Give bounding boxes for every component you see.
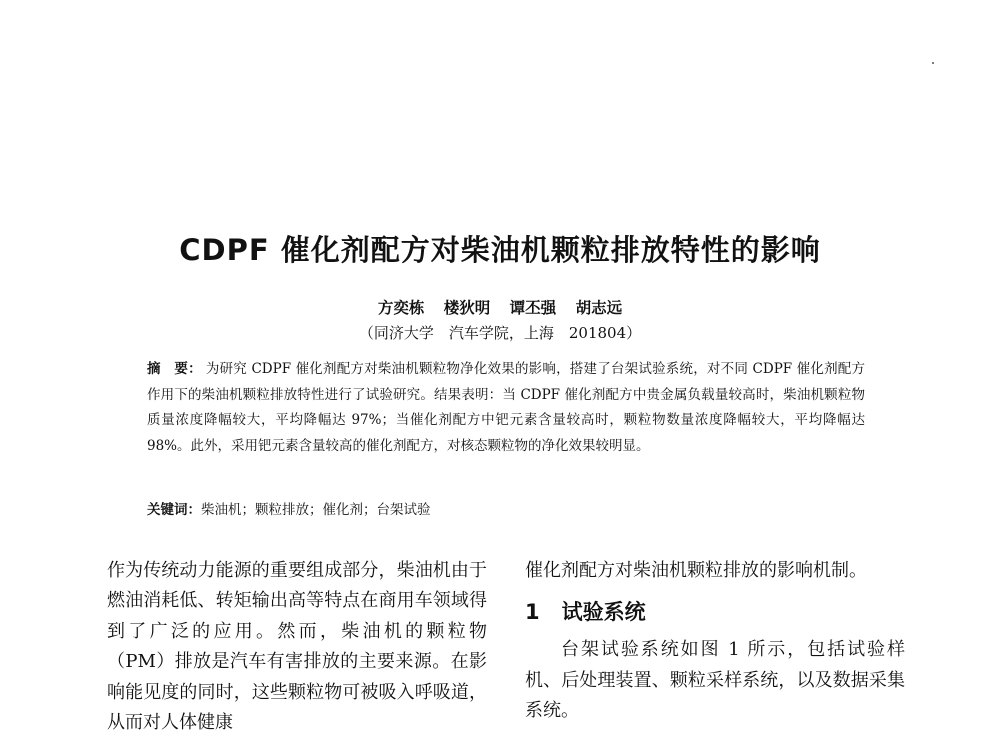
keywords-text: 柴油机；颗粒排放；催化剂；台架试验 [201,502,431,518]
abstract-text: 为研究 CDPF 催化剂配方对柴油机颗粒物净化效果的影响，搭建了台架试验系统，对不同 CDPF 催化剂配方作用下的柴油机颗粒排放特性进行了试验研究。结果表明：当 CDPF 催化剂配方中贵金属负载量较高时，柴油机颗粒物质量浓度降幅较大，平均降幅达 97%；当催化剂配方中钯元素含量较高时，颗粒物数量浓度降幅较大，平均降幅达 98%。此外，采用钯元素含量较高的催化剂配方，对核态颗粒物的净化效果较明显。 [147,361,865,454]
abstract-label: 摘 要： [147,361,202,377]
paper-title: CDPF 催化剂配方对柴油机颗粒排放特性的影响 [179,233,821,267]
affiliation: （同济大学 汽车学院，上海 201804） [358,324,642,342]
abstract [147,357,865,459]
right-intro-text: 催化剂配方对柴油机颗粒排放的影响机制。 [525,560,867,581]
left-column [107,556,487,738]
authors: 方奕栋 楼狄明 谭丕强 胡志远 [377,298,623,317]
keywords-label: 关键词： [147,502,201,518]
page-mark [932,62,934,64]
section-heading [525,597,905,627]
keywords [147,499,865,521]
section-text: 台架试验系统如图 1 所示，包括试验样机、后处理装置、颗粒采样系统，以及数据采集系统。 [525,639,905,722]
section-number: 1 [525,600,540,625]
left-column-text: 作为传统动力能源的重要组成部分，柴油机由于燃油消耗低、转矩输出高等特点在商用车领域得到了广泛的应用。然而，柴油机的颗粒物（PM）排放是汽车有害排放的主要来源。在影响能见度的同时，这些颗粒物可被吸入呼吸道，从而对人体健康 [107,560,487,734]
right-column [525,556,905,727]
section-title: 试验系统 [561,600,646,625]
